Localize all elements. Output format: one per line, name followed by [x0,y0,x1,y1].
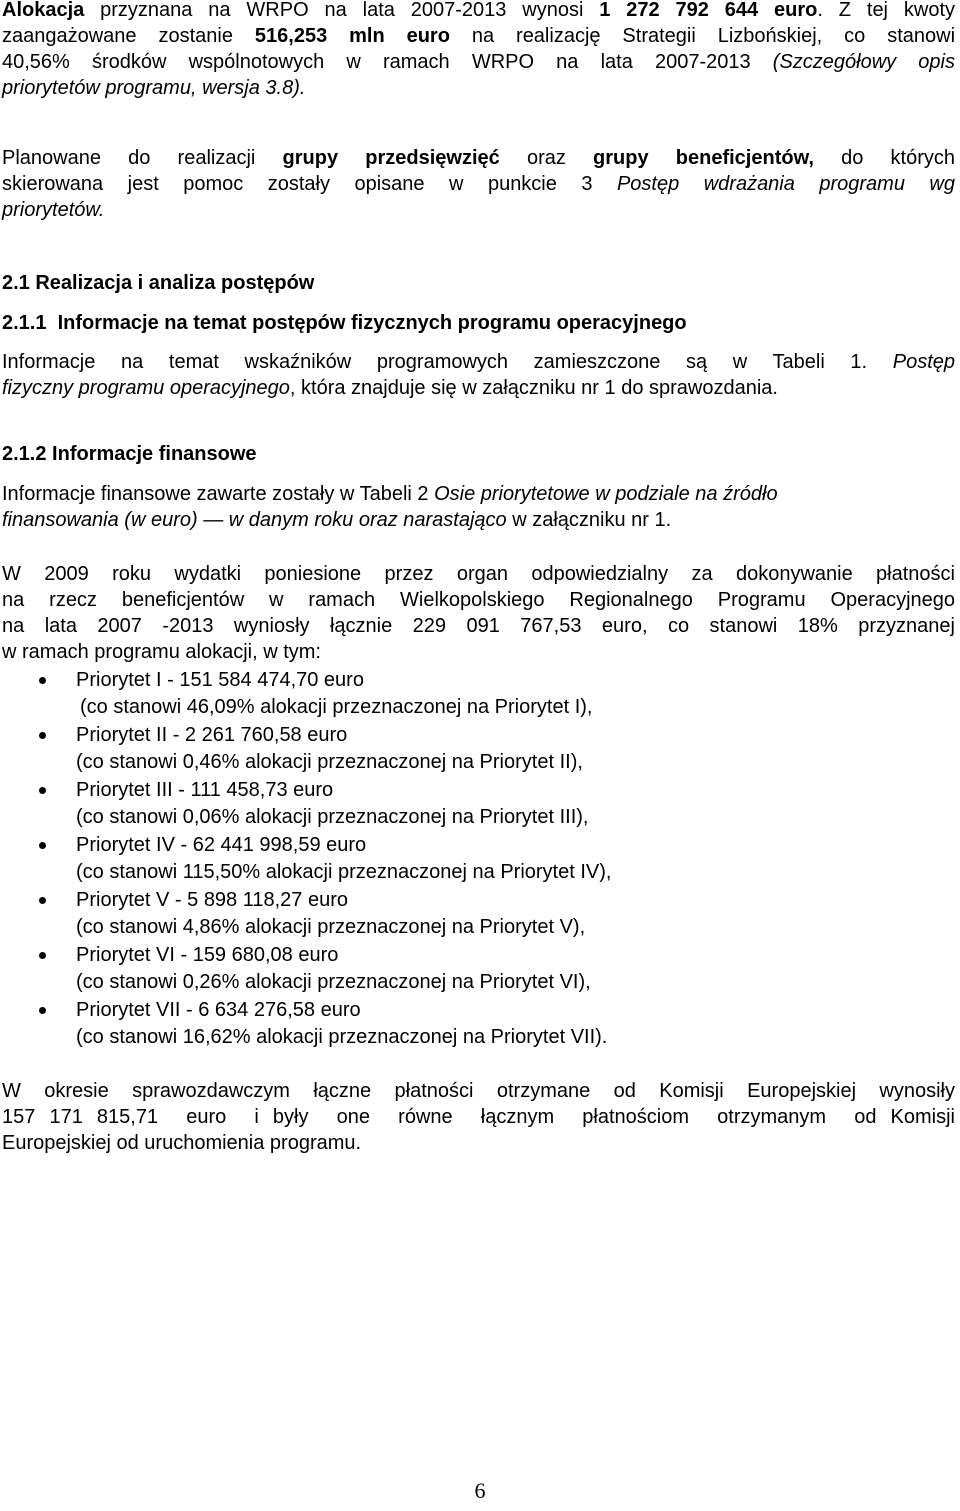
italic-reference: Postęp wdrażania programu wg [616,173,955,195]
text-span: , która znajduje się w załączniku nr 1 do sprawozdania. [289,377,778,399]
list-item [0,997,900,1052]
italic-reference: Postęp [892,351,955,373]
italic-reference: Osie priorytetowe w podziale na źródło [434,483,778,505]
text-span: Informacje na temat wskaźników programowych zamieszczone są w Tabeli 1. [2,351,893,373]
text-line [2,75,955,101]
list-item [0,887,900,942]
paragraph-allocation [2,0,955,101]
page-number: 6 [474,1478,486,1503]
bullet-icon [39,732,46,739]
bold-term: grupy beneficjentów, [593,147,814,169]
bullet-icon [39,677,46,684]
bold-term: grupy przedsięwzięć [282,147,500,169]
bullet-icon [39,842,46,849]
text-span: zaangażowane zostanie [2,25,255,47]
priority-amount: Priorytet VII - 6 634 276,58 euro [76,999,361,1021]
text-line [2,145,955,171]
text-line [2,349,955,375]
text-line: na rzecz beneficjentów w ramach Wielkopolskiego Regionalnego Programu Operacyjnego [2,589,955,611]
priority-share: (co stanowi 0,06% alokacji przeznaczonej na Priorytet III), [76,806,589,828]
paragraph-expenditure-2009 [2,561,955,665]
paragraph-financial-info [2,481,955,533]
text-line [2,49,955,75]
text-line [2,197,955,223]
text-line [2,171,955,197]
list-item [0,667,900,722]
priority-share: (co stanowi 0,26% alokacji przeznaczonej na Priorytet VI), [76,971,591,993]
priority-amount: Priorytet III - 111 458,73 euro [76,779,334,801]
priority-share: (co stanowi 4,86% alokacji przeznaczonej na Priorytet V), [76,916,586,938]
bullet-icon [39,787,46,794]
text-line [2,375,955,401]
text-line [2,23,955,49]
text-span: skierowana jest pomoc zostały opisane w punkcie 3 [2,173,617,195]
bullet-icon [39,1007,46,1014]
bold-amount: 1 272 792 644 euro [599,0,818,21]
priority-share: (co stanowi 0,46% alokacji przeznaczonej na Priorytet II), [76,751,583,773]
priority-amount: Priorytet VI - 159 680,08 euro [76,944,339,966]
text-line: Europejskiej od uruchomienia programu. [2,1132,362,1154]
text-line: W 2009 roku wydatki poniesione przez organ odpowiedzialny za dokonywanie płatności [2,563,955,585]
bold-amount: 516,253 mln euro [254,25,450,47]
section-heading: 2.1 Realizacja i analiza postępów [2,272,315,294]
text-span: Planowane do realizacji [2,147,283,169]
text-span: Informacje finansowe zawarte zostały w Tabeli 2 [2,483,435,505]
text-line [2,507,955,533]
bold-term: Alokacja [2,0,85,21]
subsection-heading: 2.1.2 Informacje finansowe [2,443,257,465]
list-item [0,722,900,777]
priority-amount: Priorytet V - 5 898 118,27 euro [76,889,349,911]
priority-list [0,667,900,1052]
italic-reference: (Szczegółowy opis [772,51,955,73]
text-span: oraz [499,147,594,169]
text-span: 40,56% środków wspólnotowych w ramach WRPO na lata 2007-2013 [2,51,773,73]
text-line [2,0,955,23]
text-line: W okresie sprawozdawczym łączne płatności otrzymane od Komisji Europejskiej wynosiły [2,1080,955,1102]
priority-amount: Priorytet IV - 62 441 998,59 euro [76,834,367,856]
italic-reference: finansowania (w euro) — w danym roku oraz narastająco [2,509,507,531]
text-line: na lata 2007 -2013 wyniosły łącznie 229 091 767,53 euro, co stanowi 18% przyznanej [2,615,955,637]
paragraph-planned-groups [2,145,955,223]
bullet-icon [39,952,46,959]
text-span: w załączniku nr 1. [506,509,672,531]
text-span: przyznana na WRPO na lata 2007-2013 wynosi [84,0,600,21]
bullet-icon [39,897,46,904]
priority-share: (co stanowi 16,62% alokacji przeznaczonej na Priorytet VII). [76,1026,608,1048]
italic-reference: priorytetów. [2,199,105,221]
list-item [0,942,900,997]
priority-amount: Priorytet II - 2 261 760,58 euro [76,724,348,746]
text-span: do których [813,147,956,169]
text-span: . Z tej kwoty [817,0,956,21]
list-item [0,832,900,887]
priority-share: (co stanowi 115,50% alokacji przeznaczonej na Priorytet IV), [76,861,612,883]
priority-share: (co stanowi 46,09% alokacji przeznaczonej na Priorytet I), [80,696,593,718]
priority-amount: Priorytet I - 151 584 474,70 euro [76,669,364,691]
paragraph-physical-progress [2,349,955,401]
text-span: na realizację Strategii Lizbońskiej, co stanowi [449,25,956,47]
text-line [2,481,955,507]
italic-reference: priorytetów programu, wersja 3.8). [2,77,306,99]
subsection-heading: 2.1.1 Informacje na temat postępów fizycznych programu operacyjnego [2,312,687,334]
text-line: 157 171 815,71 euro i były one równe łącznym płatnościom otrzymanym od Komisji [2,1106,955,1128]
list-item [0,777,900,832]
text-line: w ramach programu alokacji, w tym: [2,641,321,663]
paragraph-ec-payments [2,1078,955,1156]
italic-reference: fizyczny programu operacyjnego [2,377,290,399]
